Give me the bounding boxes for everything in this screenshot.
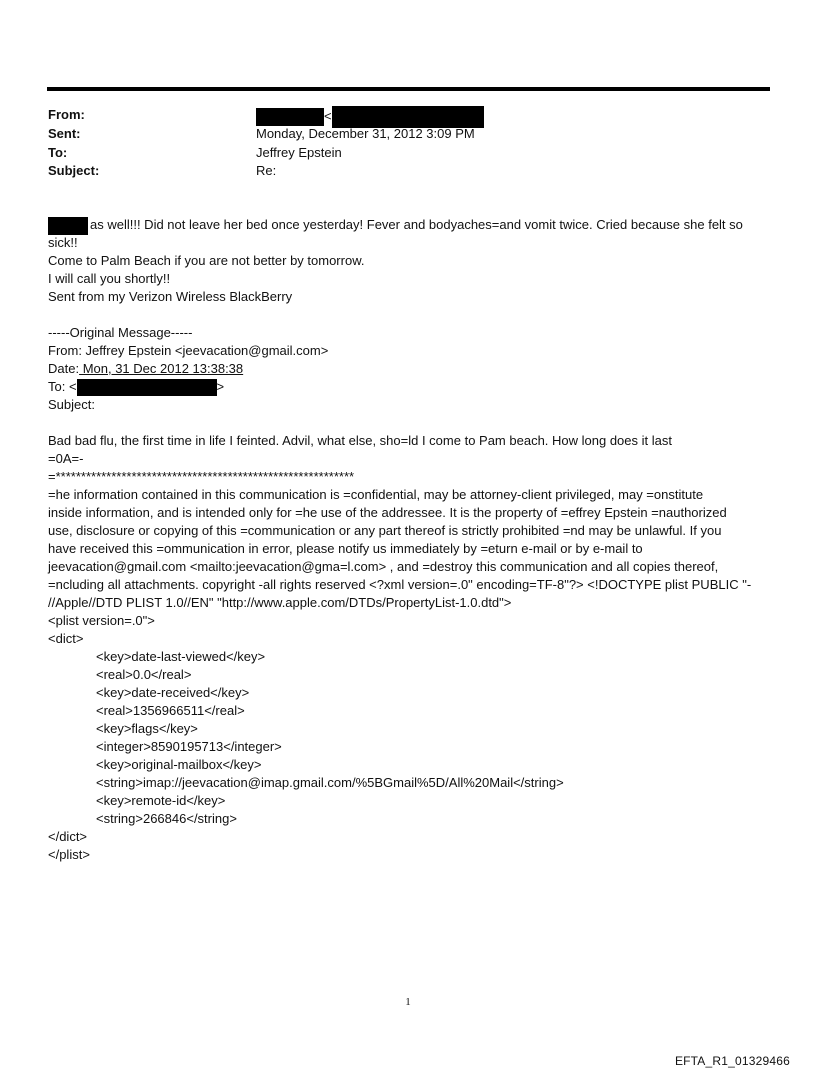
plist-line: </plist> — [48, 847, 90, 862]
from-bracket: < — [324, 108, 332, 124]
body-line: Come to Palm Beach if you are not better by tomorrow. — [48, 253, 365, 268]
blank-line — [48, 306, 770, 324]
plist-line: <real>1356966511</real> — [96, 703, 245, 718]
page-number: 1 — [405, 996, 411, 1008]
sent-label: Sent: — [48, 126, 81, 141]
body-line: I will call you shortly!! — [48, 271, 171, 286]
redaction-block — [77, 379, 217, 396]
plist-line: <string>imap://jeevacation@imap.gmail.com/%5BGmail%5D/All%20Mail</string> — [96, 775, 564, 790]
email-body — [48, 216, 770, 864]
document-id: EFTA_R1_01329466 — [674, 1054, 790, 1068]
original-message-marker: -----Original Message----- — [48, 325, 193, 340]
to-label: To: — [48, 145, 68, 160]
subject-value: Re: — [256, 163, 277, 178]
plist-line: <key>date-last-viewed</key> — [96, 649, 266, 664]
body-line: as well!!! Did not leave her bed once yesterday! Fever and bodyaches=and vomit twice. Cried because she felt so — [48, 216, 770, 234]
disclaimer-line: have received this =ommunication in error, please notify us immediately by =eturn e-mail or by e-mail to — [48, 541, 643, 556]
sent-value: Monday, December 31, 2012 3:09 PM — [256, 126, 475, 141]
redaction-block — [256, 108, 324, 126]
original-subject: Subject: — [48, 397, 95, 412]
plist-line: <dict> — [48, 631, 84, 646]
body-line: Sent from my Verizon Wireless BlackBerry — [48, 289, 293, 304]
from-label: From: — [48, 107, 85, 122]
blank-line — [48, 414, 770, 432]
original-to: To: < > — [48, 378, 770, 396]
original-date: Date: Mon, 31 Dec 2012 13:38:38 — [48, 361, 244, 376]
plist-line: <integer>8590195713</integer> — [96, 739, 282, 754]
disclaimer-line: =he information contained in this communication is =confidential, may be attorney-client privileged, may =onstitute — [48, 487, 704, 502]
disclaimer-line: inside information, and is intended only for =he use of the addressee. It is the property of =effrey Epstein =nauthorized — [48, 505, 727, 520]
header-rule — [47, 87, 770, 91]
subject-label: Subject: — [48, 163, 100, 178]
message-line: =0A=- — [48, 451, 84, 466]
original-from: From: Jeffrey Epstein <jeevacation@gmail.com> — [48, 343, 329, 358]
plist-line: <plist version=.0"> — [48, 613, 155, 628]
plist-line: <key>flags</key> — [96, 721, 198, 736]
message-line: =*********************************************************** — [48, 469, 355, 484]
disclaimer-line: //Apple//DTD PLIST 1.0//EN" "http://www.apple.com/DTDs/PropertyList-1.0.dtd"> — [48, 595, 512, 610]
message-line: Bad bad flu, the first time in life I feinted. Advil, what else, sho=ld I come to Pam beach. How long does it last — [48, 433, 672, 448]
plist-line: <key>remote-id</key> — [96, 793, 226, 808]
plist-line: <key>date-received</key> — [96, 685, 250, 700]
plist-line: <key>original-mailbox</key> — [96, 757, 262, 772]
disclaimer-line: jeevacation@gmail.com <mailto:jeevacation@gma=l.com> , and =destroy this communication and all copies thereof, — [48, 559, 719, 574]
body-line: sick!! — [48, 235, 78, 250]
plist-line: <string>266846</string> — [96, 811, 237, 826]
to-value: Jeffrey Epstein — [256, 145, 342, 160]
redaction-block — [48, 217, 88, 235]
disclaimer-line: use, disclosure or copying of this =communication or any part thereof is strictly prohibited =nd may be unlawful. If you — [48, 523, 722, 538]
plist-line: <real>0.0</real> — [96, 667, 192, 682]
plist-line: </dict> — [48, 829, 88, 844]
disclaimer-line: =ncluding all attachments. copyright -all rights reserved <?xml version=.0" encoding=TF-8"?> <!DOCTYPE plist PUBLIC "- — [48, 577, 752, 592]
